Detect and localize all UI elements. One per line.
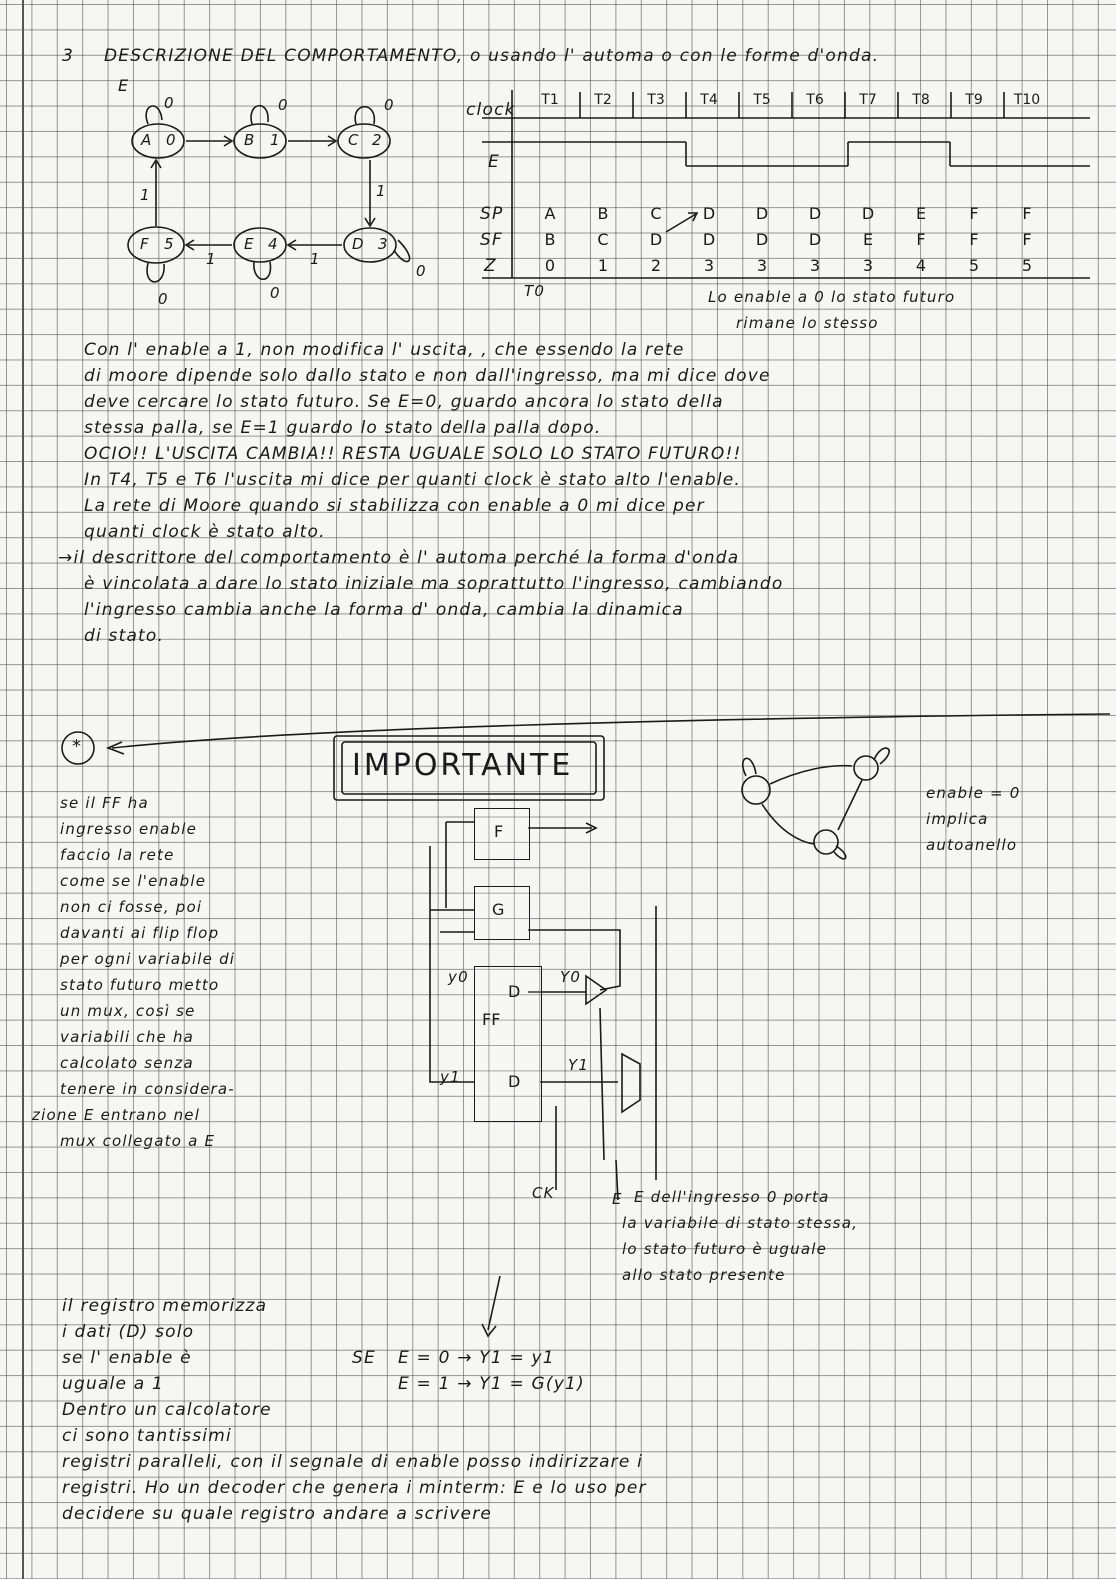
timing-cell-sp: C [650,204,662,223]
self-loop-a [146,106,162,124]
state-label-b: B [244,131,256,149]
period-label: T5 [753,92,771,108]
timing-cell-sf: D [649,230,663,249]
left-note-line: stato futuro metto [60,976,220,994]
row-label-sf: SF [480,230,503,250]
circuit-wires [430,822,656,1336]
state-out-c: 2 [372,131,383,149]
important-title: IMPORTANTE [352,748,574,783]
timing-cell-sf: D [808,230,822,249]
section-number: 3 [62,46,75,66]
state-label-f: F [140,235,150,253]
ff-label: FF [482,1010,501,1029]
period-label: T6 [806,92,824,108]
left-note-line: non ci fosse, poi [60,898,203,916]
edge-label-c-d: 1 [376,182,387,200]
autoloop-graph [742,748,889,859]
e-note-line4: allo stato presente [622,1266,786,1284]
left-note-line: zione E entrano nel [32,1106,201,1124]
left-note-line: tenere in considera- [60,1080,235,1098]
right-note-line2: implica [926,810,989,828]
f-block-label: F [494,822,504,841]
timing-cell-z: 3 [756,256,768,275]
signal-y0-out: Y0 [560,968,582,986]
self-loop-label-d: 0 [416,262,427,280]
timing-cell-z: 0 [544,256,556,275]
self-loop-f [147,263,164,282]
right-note-line3: autoanello [926,836,1018,854]
timing-diagram [482,90,1090,278]
state-label-a: A [141,131,153,149]
equation-se: SE [352,1348,376,1368]
timing-cell-sp: F [1022,204,1032,223]
period-label: T9 [965,92,983,108]
timing-cell-z: 5 [968,256,980,275]
period-label: T4 [700,92,718,108]
paragraph-line-3: deve cercare lo stato futuro. Se E=0, guardo ancora lo stato della [84,392,724,412]
row-label-z: Z [484,256,497,276]
paragraph-line-12: di stato. [84,626,165,646]
self-loop-label-b: 0 [278,96,289,114]
register-line-3: se l' enable è [62,1348,192,1368]
timing-cell-sp: D [702,204,716,223]
pointer-arrow [488,1276,500,1330]
edge-label-f-a: 1 [140,186,151,204]
e-note-line1: E dell'ingresso 0 porta [634,1188,830,1206]
paragraph-line-4: stessa palla, se E=1 guardo lo stato della palla dopo. [84,418,602,438]
period-label: T10 [1013,92,1041,108]
left-note-line: calcolato senza [60,1054,194,1072]
self-loop-label-f: 0 [158,290,169,308]
paragraph-line-6: In T4, T5 e T6 l'uscita mi dice per quanti clock è stato alto l'enable. [84,470,742,490]
timing-cell-z: 3 [809,256,821,275]
autoloop-node-1 [742,776,770,804]
timing-cell-z: 1 [597,256,609,275]
state-out-b: 1 [270,131,281,149]
right-note-line1: enable = 0 [926,784,1021,802]
paragraph-line-1: Con l' enable a 1, non modifica l' uscita, , che essendo la rete [84,340,685,360]
register-bottom-line-4: registri. Ho un decoder che genera i minterm: E e lo uso per [62,1478,647,1498]
period-label: T1 [541,92,559,108]
edge-label-e-f: 1 [206,250,217,268]
signal-y1-in: y1 [440,1068,461,1086]
period-label: T7 [859,92,877,108]
left-note-line: faccio la rete [60,846,175,864]
self-loop-c [355,107,374,124]
ff-d0-label: D [508,982,521,1001]
timing-cell-sf: D [702,230,716,249]
g-block-label: G [492,900,505,919]
left-note-line: per ogni variabile di [60,950,236,968]
state-out-f: 5 [164,235,175,253]
paragraph-line-2: di moore dipende solo dallo stato e non dall'ingresso, ma mi dice dove [84,366,771,386]
state-label-d: D [352,235,365,253]
equation-e1: E = 1 → Y1 = G(y1) [398,1374,585,1394]
register-bottom-line-1: Dentro un calcolatore [62,1400,272,1420]
state-node-f [128,227,184,263]
divider-arrow-line [112,714,1110,748]
left-note-line: come se l'enable [60,872,207,890]
timing-cell-sf: B [544,230,556,249]
left-note-line: davanti ai flip flop [60,924,220,942]
self-loop-label-a: 0 [164,94,175,112]
timing-cell-sp: D [755,204,769,223]
self-loop-e [254,262,271,279]
timing-note-line1: Lo enable a 0 lo stato futuro [708,288,956,306]
timing-note-line2: rimane lo stesso [736,314,879,332]
timing-cell-sf: E [862,230,874,249]
timing-cell-z: 2 [650,256,662,275]
timing-cell-z: 3 [862,256,874,275]
star-marker: * [72,736,83,757]
self-loop-label-c: 0 [384,96,395,114]
register-bottom-line-2: ci sono tantissimi [62,1426,232,1446]
timing-cell-sf: F [1022,230,1032,249]
timing-cell-sp: E [915,204,927,223]
timing-cell-sf: C [597,230,609,249]
self-loop-b [251,106,268,124]
section-heading: DESCRIZIONE DEL COMPORTAMENTO, o usando l' automa o con le forme d'onda. [104,46,880,66]
left-note-line: mux collegato a E [60,1132,216,1150]
signal-enable: E [612,1190,623,1208]
left-note-line: un mux, così se [60,1002,196,1020]
paragraph-line-7: La rete di Moore quando si stabilizza con enable a 0 mi dice per [84,496,705,516]
timing-cell-z: 4 [915,256,927,275]
clock-label: clock [466,100,516,120]
left-note-line: variabili che ha [60,1028,195,1046]
start-time-label: T0 [524,282,546,300]
state-out-d: 3 [378,235,389,253]
signal-clk: CK [532,1184,555,1202]
e-note-line3: lo stato futuro è uguale [622,1240,828,1258]
left-note-line: se il FF ha [60,794,149,812]
edge-label-d-e: 1 [310,250,321,268]
period-label: T2 [594,92,612,108]
signal-y0-in: y0 [448,968,469,986]
autoloop-node-3 [814,830,838,854]
register-bottom-line-3: registri paralleli, con il segnale di enable posso indirizzare i [62,1452,644,1472]
timing-cell-sp: A [544,204,556,223]
state-label-c: C [348,131,360,149]
timing-cell-sf: F [916,230,926,249]
equation-e0: E = 0 → Y1 = y1 [398,1348,555,1368]
timing-cell-sp: D [861,204,875,223]
state-out-e: 4 [268,235,279,253]
paragraph-line-5: OCIO!! L'USCITA CAMBIA!! RESTA UGUALE SOLO LO STATO FUTURO!! [84,444,742,464]
e-note-line2: la variabile di stato stessa, [622,1214,859,1232]
left-note-line: ingresso enable [60,820,198,838]
period-label: T3 [647,92,665,108]
ff-d1-label: D [508,1072,521,1091]
timing-cell-z: 3 [703,256,715,275]
automaton-input-label: E [118,76,130,95]
state-label-e: E [244,235,255,253]
timing-cell-sf: F [969,230,979,249]
row-label-sp: SP [480,204,504,224]
timing-cell-sp: F [969,204,979,223]
register-line-1: il registro memorizza [62,1296,268,1316]
register-line-4: uguale a 1 [62,1374,164,1394]
register-bottom-line-5: decidere su quale registro andare a scrivere [62,1504,493,1524]
self-loop-label-e: 0 [270,284,281,302]
timing-cell-z: 5 [1021,256,1033,275]
paragraph-line-8: quanti clock è stato alto. [84,522,326,542]
paragraph-line-10: è vincolata a dare lo stato iniziale ma soprattutto l'ingresso, cambiando [84,574,784,594]
paragraph-line-9: →il descrittore del comportamento è l' automa perché la forma d'onda [58,548,740,568]
enable-label: E [488,152,500,172]
period-label: T8 [912,92,930,108]
state-out-a: 0 [166,131,177,149]
register-line-2: i dati (D) solo [62,1322,195,1342]
timing-cell-sf: D [755,230,769,249]
paragraph-line-11: l'ingresso cambia anche la forma d' onda, cambia la dinamica [84,600,684,620]
timing-cell-sp: D [808,204,822,223]
signal-y1-out: Y1 [568,1056,590,1074]
timing-cell-sp: B [597,204,609,223]
